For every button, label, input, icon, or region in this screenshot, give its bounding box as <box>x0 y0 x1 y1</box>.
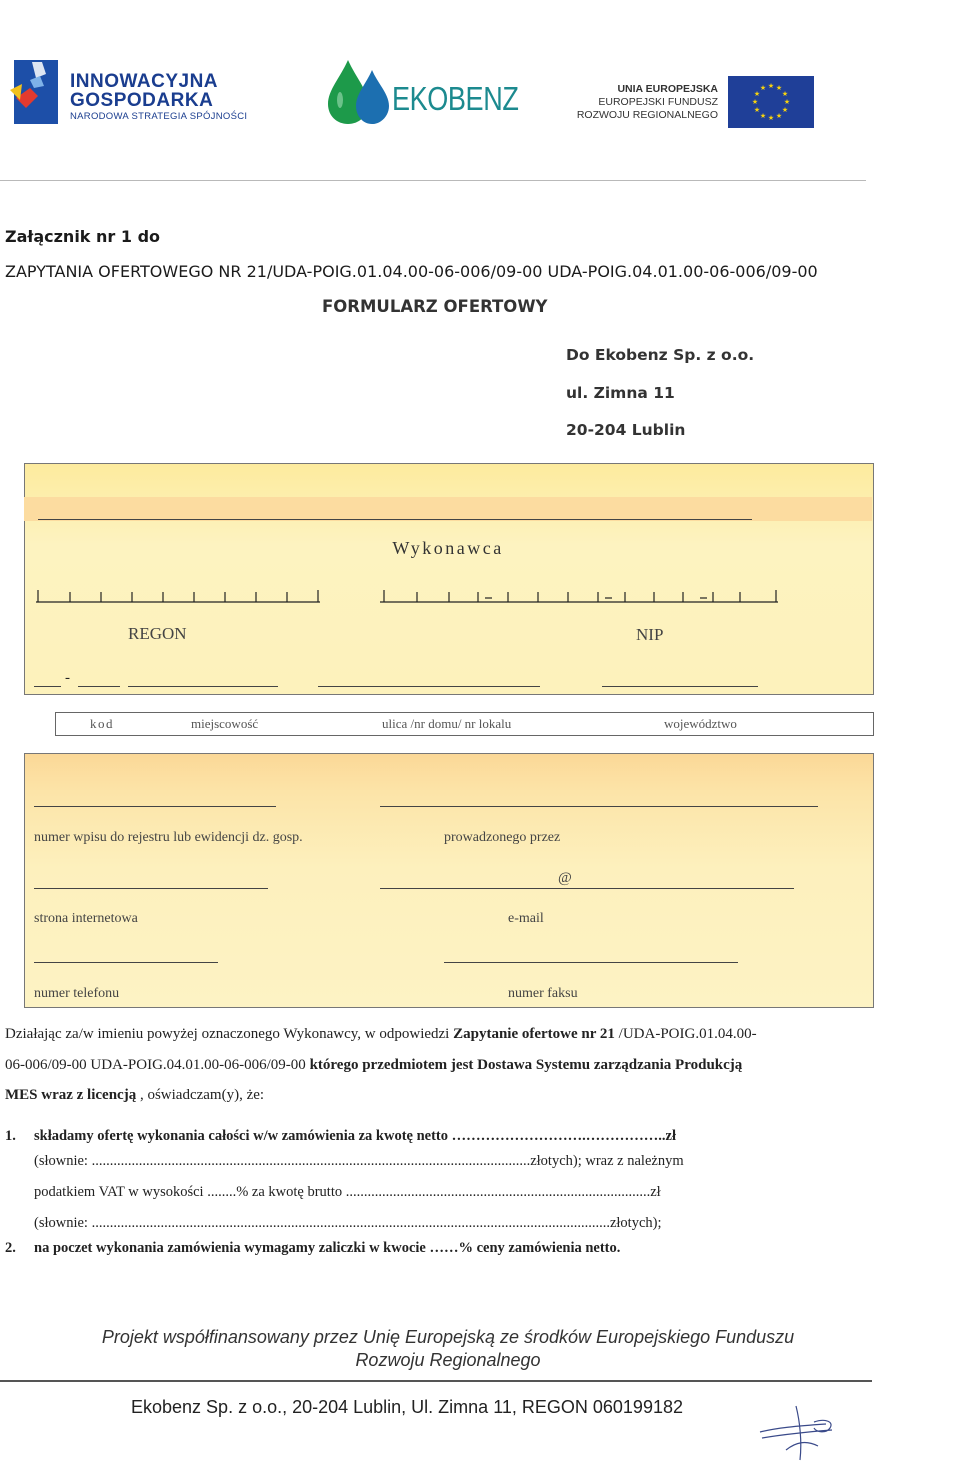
statement-text4: , oświadczam(y), że: <box>136 1087 265 1103</box>
item-1-vat: podatkiem VAT w wysokości ........% za kwotę brutto ....................................................................................zł <box>34 1184 661 1200</box>
svg-text:★: ★ <box>751 98 759 106</box>
phone-label: numer telefonu <box>34 986 120 1001</box>
voivodeship-field[interactable] <box>602 686 758 687</box>
nip-label: NIP <box>636 625 664 644</box>
svg-text:★: ★ <box>781 90 789 98</box>
svg-text:★: ★ <box>759 84 767 92</box>
statement-bold1: Zapytanie ofertowe nr 21 <box>453 1026 615 1042</box>
details-box <box>24 753 874 1008</box>
contractor-name-band <box>24 497 872 521</box>
statement-line1 <box>5 1026 885 1043</box>
ekobenz-logo-text: EKOBENZ <box>392 80 519 117</box>
fax-field[interactable] <box>444 962 738 963</box>
header-divider <box>0 180 866 181</box>
website-label: strona internetowa <box>34 911 138 926</box>
postal-code-part2[interactable] <box>78 686 120 687</box>
recipient-line2: ul. Zimna 11 <box>566 384 675 402</box>
label-ulica: ulica /nr domu/ nr lokalu <box>382 716 512 731</box>
cofinance-line2: Rozwoju Regionalnego <box>355 1350 541 1370</box>
registry-number-label: numer wpisu do rejestru lub ewidencji dz. gosp. <box>34 830 303 845</box>
item-2-text: na poczet wykonania zamówienia wymagamy zaliczki w kwocie ……% ceny zamówienia netto. <box>34 1240 621 1256</box>
statement-bold3: MES wraz z licencją <box>5 1087 137 1103</box>
eu-logo-line2: EUROPEJSKI FUNDUSZ <box>598 96 718 108</box>
footer-address: Ekobenz Sp. z o.o., 20-204 Lublin, Ul. Zimna 11, REGON 060199182 <box>131 1397 683 1417</box>
kept-by-field[interactable] <box>380 806 818 807</box>
postal-code-dash: - <box>65 670 70 686</box>
statement-line3 <box>5 1087 885 1104</box>
street-field[interactable] <box>318 686 540 687</box>
statement-line2 <box>5 1057 885 1074</box>
item-1-number: 1. <box>5 1128 16 1144</box>
label-kod: kod <box>90 716 114 731</box>
item-1-words-gross: (słownie: ...............................................................................................................................................złotych); <box>34 1215 662 1231</box>
regon-label: REGON <box>128 624 187 643</box>
svg-text:★: ★ <box>781 106 789 114</box>
ig-logo-line1: INNOWACYJNA <box>70 71 219 92</box>
svg-text:★: ★ <box>775 84 783 92</box>
contractor-name-field[interactable] <box>38 519 752 520</box>
svg-text:★: ★ <box>759 112 767 120</box>
nip-input[interactable] <box>380 586 780 606</box>
cofinance-line1: Projekt współfinansowany przez Unię Europejską ze środków Europejskiego Funduszu <box>101 1327 795 1347</box>
phone-field[interactable] <box>34 962 218 963</box>
form-title: FORMULARZ OFERTOWY <box>322 297 548 316</box>
innowacyjna-gospodarka-logo-icon <box>8 58 60 126</box>
kept-by-label: prowadzonego przez <box>444 830 561 845</box>
website-field[interactable] <box>34 888 268 889</box>
svg-text:★: ★ <box>753 106 761 114</box>
eu-logo-line1: UNIA EUROPEJSKA <box>617 83 718 95</box>
at-sign: @ <box>558 870 572 886</box>
item-2-number: 2. <box>5 1240 16 1256</box>
fax-label: numer faksu <box>508 986 578 1001</box>
item-1-text: składamy ofertę wykonania całości w/w zamówienia za kwotę netto ……………………….……………..zł <box>34 1128 676 1144</box>
svg-text:★: ★ <box>767 114 775 122</box>
postal-code-part1[interactable] <box>34 686 61 687</box>
ig-logo-line2: GOSPODARKA <box>70 90 214 111</box>
signature-scribble-icon <box>756 1402 840 1464</box>
statement-text2: /UDA-POIG.01.04.00- <box>614 1026 757 1042</box>
eu-logo-text <box>577 83 718 122</box>
ig-logo-line3: NARODOWA STRATEGIA SPÓJNOŚCI <box>70 111 248 122</box>
label-miejscowosc: miejscowość <box>191 716 259 731</box>
statement-text1: Działając za/w imieniu powyżej oznaczonego Wykonawcy, w odpowiedzi <box>5 1026 454 1042</box>
item-1-words: (słownie: .........................................................................................................................złotych); wraz z należnym <box>34 1153 684 1169</box>
eu-flag-icon <box>728 76 814 128</box>
registry-number-field[interactable] <box>34 806 276 807</box>
recipient-line1: Do Ekobenz Sp. z o.o. <box>566 346 755 364</box>
innowacyjna-gospodarka-logo <box>70 72 247 124</box>
svg-text:★: ★ <box>753 90 761 98</box>
statement-bold2: którego przedmiotem jest Dostawa Systemu zarządzania Produkcją <box>309 1057 743 1073</box>
statement-text3: 06-006/09-00 UDA-POIG.04.01.00-06-006/09-00 <box>5 1057 310 1073</box>
regon-input[interactable] <box>36 586 326 606</box>
label-wojewodztwo: województwo <box>664 716 737 731</box>
recipient-line3: 20-204 Lublin <box>566 421 686 439</box>
address-labels-row <box>55 712 874 736</box>
svg-text:★: ★ <box>775 112 783 120</box>
contractor-heading: Wykonawca <box>392 538 504 558</box>
email-label: e-mail <box>508 911 544 926</box>
attachment-line2: ZAPYTANIA OFERTOWEGO NR 21/UDA-POIG.01.04.00-06-006/09-00 UDA-POIG.04.01.00-06-006/09-00 <box>5 262 818 281</box>
eu-logo-line3: ROZWOJU REGIONALNEGO <box>576 109 718 121</box>
footer-divider <box>0 1380 872 1382</box>
email-field[interactable] <box>380 888 794 889</box>
svg-text:★: ★ <box>783 98 791 106</box>
svg-text:★: ★ <box>767 82 775 90</box>
city-field[interactable] <box>128 686 278 687</box>
attachment-line1: Załącznik nr 1 do <box>5 227 161 246</box>
ekobenz-drops-icon <box>326 58 392 126</box>
